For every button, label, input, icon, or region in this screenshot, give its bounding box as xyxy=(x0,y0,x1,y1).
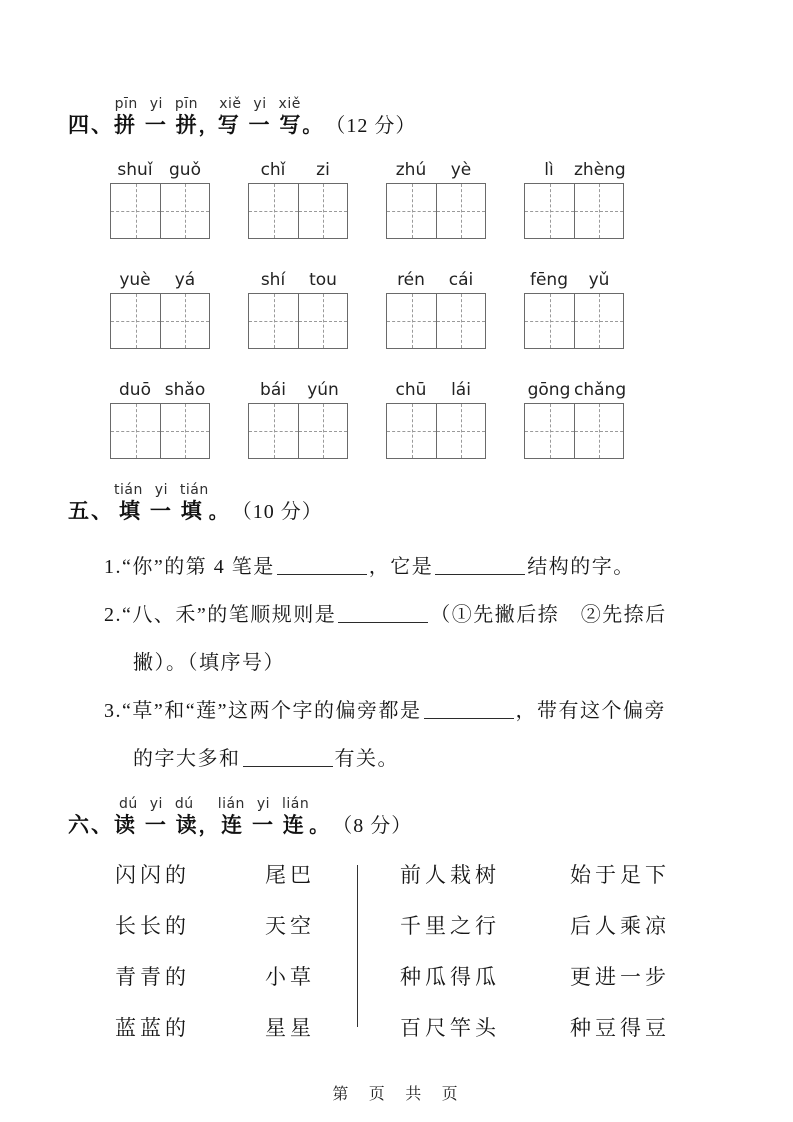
pinyin-label xyxy=(248,265,348,291)
pinyin-syllable-1: rén xyxy=(397,270,425,290)
tianzige-cell xyxy=(436,184,485,238)
tianzige-cell xyxy=(574,404,623,458)
question-3-continued xyxy=(104,737,793,785)
match-phrase: 始于足下 xyxy=(570,863,670,887)
tianzige-cell xyxy=(436,294,485,348)
pinyin-label xyxy=(248,155,348,181)
question-3-text: 有关。 xyxy=(334,748,399,770)
section4-comma: ， xyxy=(198,116,218,137)
match-phrase: 千里之行 xyxy=(400,914,500,938)
pinyin-syllable-1: fēng xyxy=(529,270,568,290)
section4-header xyxy=(68,95,793,139)
section6-period: 。 xyxy=(309,816,329,837)
answer-blank xyxy=(277,558,367,575)
pinyin-syllable-1: shuǐ xyxy=(117,160,153,180)
pinyin-label xyxy=(386,265,486,291)
tianzige-grid xyxy=(524,403,624,459)
pinyin-label xyxy=(110,155,210,181)
writing-grid-group xyxy=(110,375,210,459)
tianzige-grid xyxy=(386,293,486,349)
tianzige-grid xyxy=(110,293,210,349)
match-word: 青青的 xyxy=(115,965,190,989)
pinyin-label xyxy=(110,375,210,401)
question-1-text: ，它是 xyxy=(368,556,434,578)
section5-word1-chars: 填 一 填 xyxy=(119,500,204,523)
pinyin-syllable-1: chū xyxy=(395,380,427,400)
writing-grid-group xyxy=(386,155,486,239)
pinyin-syllable-2: zi xyxy=(316,160,330,180)
section6-number: 六、 xyxy=(68,814,114,837)
pinyin-syllable-1: gōng xyxy=(527,380,571,400)
section6-word2-chars: 连 一 连 xyxy=(221,814,306,837)
tianzige-cell xyxy=(574,294,623,348)
question-2-continued xyxy=(104,641,793,689)
tianzige-grid xyxy=(110,403,210,459)
pinyin-label xyxy=(386,155,486,181)
question-3-text: 3.“草”和“莲”这两个字的偏旁都是 xyxy=(104,700,422,722)
writing-grid-group xyxy=(386,375,486,459)
writing-grid-group xyxy=(110,155,210,239)
fill-in-questions xyxy=(104,545,793,785)
match-word: 蓝蓝的 xyxy=(115,1016,190,1040)
section4-period: 。 xyxy=(302,116,322,137)
question-3-text: ，带有这个偏旁 xyxy=(515,700,667,722)
section4-word2-pinyin: xiě yi xiě xyxy=(219,96,301,112)
writing-grid-group xyxy=(524,375,627,459)
pinyin-syllable-1: lì xyxy=(544,160,554,180)
question-3 xyxy=(104,689,793,737)
matching-area xyxy=(115,863,793,1040)
question-1-text: 1.“你”的第 4 笔是 xyxy=(104,556,275,578)
pinyin-syllable-2: yè xyxy=(450,160,472,180)
writing-grid-group xyxy=(110,265,210,349)
question-2-text: （①先撇后捺 ②先捺后 xyxy=(430,604,667,626)
tianzige-cell xyxy=(111,404,160,458)
section6-word2-pinyin: lián yi lián xyxy=(217,796,310,812)
writing-grid-group xyxy=(524,265,624,349)
section4-word2-chars: 写 一 写 xyxy=(217,114,303,137)
tianzige-grid xyxy=(110,183,210,239)
section6-comma: ， xyxy=(198,816,218,837)
section6-word1 xyxy=(114,795,199,839)
tianzige-cell xyxy=(160,294,209,348)
tianzige-grid xyxy=(248,183,348,239)
tianzige-cell xyxy=(387,184,436,238)
pinyin-syllable-2: guǒ xyxy=(169,160,201,180)
pinyin-label xyxy=(524,375,627,401)
tianzige-cell xyxy=(111,184,160,238)
pinyin-syllable-2: yún xyxy=(307,380,339,400)
pinyin-syllable-2: lái xyxy=(451,380,471,400)
matching-column-idiom-first-half xyxy=(358,863,570,1040)
matching-column-idiom-second-half xyxy=(570,863,700,1040)
question-1-text: 结构的字。 xyxy=(527,556,635,578)
tianzige-cell xyxy=(387,404,436,458)
pinyin-syllable-2: chǎng xyxy=(574,380,627,400)
answer-blank xyxy=(435,558,525,575)
match-word: 长长的 xyxy=(115,914,190,938)
pinyin-syllable-1: yuè xyxy=(119,270,151,290)
matching-column-adjectives xyxy=(115,863,265,1040)
tianzige-cell xyxy=(525,184,574,238)
match-phrase: 更进一步 xyxy=(570,965,670,989)
tianzige-grid xyxy=(248,403,348,459)
match-word: 天空 xyxy=(265,914,315,938)
section6-word1-chars: 读 一 读 xyxy=(114,814,199,837)
tianzige-grid xyxy=(386,403,486,459)
section6-word2 xyxy=(218,795,310,839)
pinyin-label xyxy=(110,265,210,291)
section5-word1 xyxy=(114,481,209,525)
section4-word1 xyxy=(114,95,199,139)
pinyin-syllable-1: bái xyxy=(260,380,286,400)
tianzige-cell xyxy=(160,184,209,238)
question-2-text: 撇）。（填序号） xyxy=(133,652,285,674)
tianzige-cell xyxy=(249,404,298,458)
pinyin-label xyxy=(386,375,486,401)
tianzige-cell xyxy=(160,404,209,458)
pinyin-syllable-1: shí xyxy=(260,270,286,290)
pinyin-syllable-2: cái xyxy=(448,270,474,290)
pinyin-label xyxy=(524,265,624,291)
match-phrase: 后人乘凉 xyxy=(570,914,670,938)
tianzige-cell xyxy=(111,294,160,348)
section6-header xyxy=(68,795,793,839)
match-word: 尾巴 xyxy=(265,863,315,887)
pinyin-label xyxy=(524,155,624,181)
pinyin-syllable-1: zhú xyxy=(395,160,427,180)
page-footer: 第 页 共 页 xyxy=(332,1086,461,1103)
pinyin-label xyxy=(248,375,348,401)
tianzige-grid xyxy=(524,293,624,349)
tianzige-cell xyxy=(298,184,347,238)
section5-score: （10 分） xyxy=(231,501,323,523)
tianzige-cell xyxy=(298,404,347,458)
question-2 xyxy=(104,593,793,641)
section5-number: 五、 xyxy=(68,500,114,523)
section6-score: （8 分） xyxy=(332,815,413,837)
writing-grid-group xyxy=(248,155,348,239)
section4-word1-pinyin: pīn yi pīn xyxy=(114,96,199,112)
tianzige-cell xyxy=(249,294,298,348)
writing-grid-group xyxy=(248,375,348,459)
pinyin-grid-area xyxy=(110,155,680,459)
match-phrase: 百尺竿头 xyxy=(400,1016,500,1040)
section4-word1-chars: 拼 一 拼 xyxy=(114,114,199,137)
section4-number: 四、 xyxy=(68,114,114,137)
section5-period: 。 xyxy=(208,502,228,523)
tianzige-grid xyxy=(524,183,624,239)
question-2-text: 2.“八、禾”的笔顺规则是 xyxy=(104,604,337,626)
match-phrase: 前人栽树 xyxy=(400,863,500,887)
answer-blank xyxy=(338,606,428,623)
section6-word1-pinyin: dú yi dú xyxy=(119,796,194,812)
section5-word1-pinyin: tián yi tián xyxy=(114,482,209,498)
pinyin-syllable-2: tou xyxy=(309,270,337,290)
tianzige-cell xyxy=(436,404,485,458)
tianzige-cell xyxy=(525,404,574,458)
section4-word2 xyxy=(218,95,303,139)
match-word: 小草 xyxy=(265,965,315,989)
match-word: 闪闪的 xyxy=(115,863,190,887)
tianzige-cell xyxy=(249,184,298,238)
tianzige-grid xyxy=(248,293,348,349)
pinyin-syllable-2: zhèng xyxy=(574,160,626,180)
answer-blank xyxy=(424,702,514,719)
match-word: 星星 xyxy=(265,1016,315,1040)
writing-grid-group xyxy=(248,265,348,349)
pinyin-syllable-2: yǔ xyxy=(588,270,610,290)
pinyin-syllable-2: shǎo xyxy=(164,380,206,400)
match-phrase: 种瓜得瓜 xyxy=(400,965,500,989)
answer-blank xyxy=(243,750,333,767)
section4-score: （12 分） xyxy=(325,115,417,137)
pinyin-syllable-1: chǐ xyxy=(260,160,286,180)
section5-header xyxy=(68,481,793,525)
tianzige-cell xyxy=(387,294,436,348)
tianzige-cell xyxy=(298,294,347,348)
question-3-text: 的字大多和 xyxy=(133,748,241,770)
pinyin-syllable-2: yá xyxy=(174,270,196,290)
match-phrase: 种豆得豆 xyxy=(570,1016,670,1040)
tianzige-grid xyxy=(386,183,486,239)
tianzige-cell xyxy=(574,184,623,238)
matching-column-nouns xyxy=(265,863,357,1040)
question-1 xyxy=(104,545,793,593)
tianzige-cell xyxy=(525,294,574,348)
pinyin-syllable-1: duō xyxy=(119,380,151,400)
writing-grid-group xyxy=(524,155,624,239)
writing-grid-group xyxy=(386,265,486,349)
